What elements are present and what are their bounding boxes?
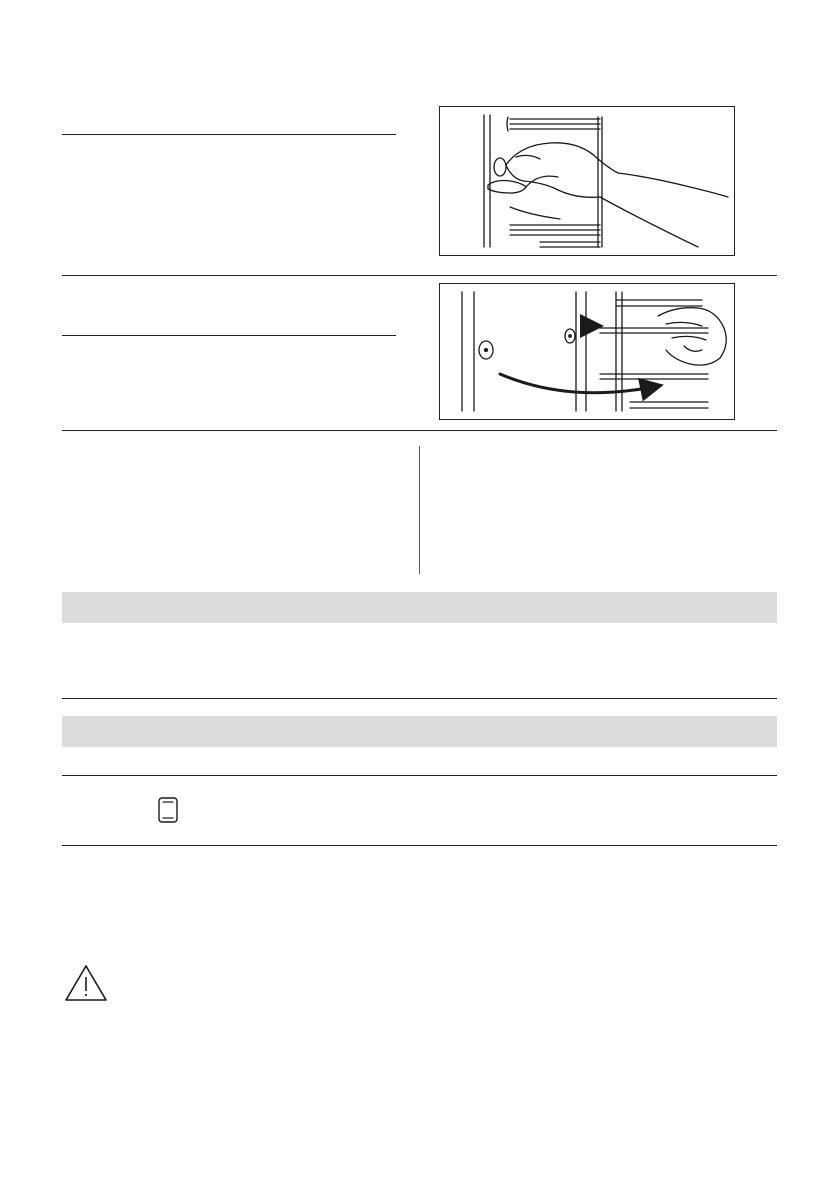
- oven-function-icon: [158, 797, 178, 823]
- figure-install-shelf-support: [439, 283, 735, 420]
- table-divider-bottom: [62, 845, 777, 846]
- shelf-support-reinstall-icon: [440, 284, 734, 419]
- section-divider-1: [62, 275, 777, 276]
- column-separator: [419, 446, 420, 574]
- section-divider-3: [62, 698, 777, 699]
- figure-remove-shelf-support: [439, 106, 735, 256]
- warning-triangle-icon: [64, 964, 108, 1002]
- step-1-rule: [62, 134, 396, 135]
- hand-pulling-shelf-support-icon: [440, 107, 734, 255]
- table-divider-top: [62, 775, 777, 776]
- step-2-rule: [62, 335, 396, 336]
- section-divider-2: [62, 430, 777, 431]
- table-header-band: [62, 716, 777, 747]
- section-heading-band: [62, 592, 777, 623]
